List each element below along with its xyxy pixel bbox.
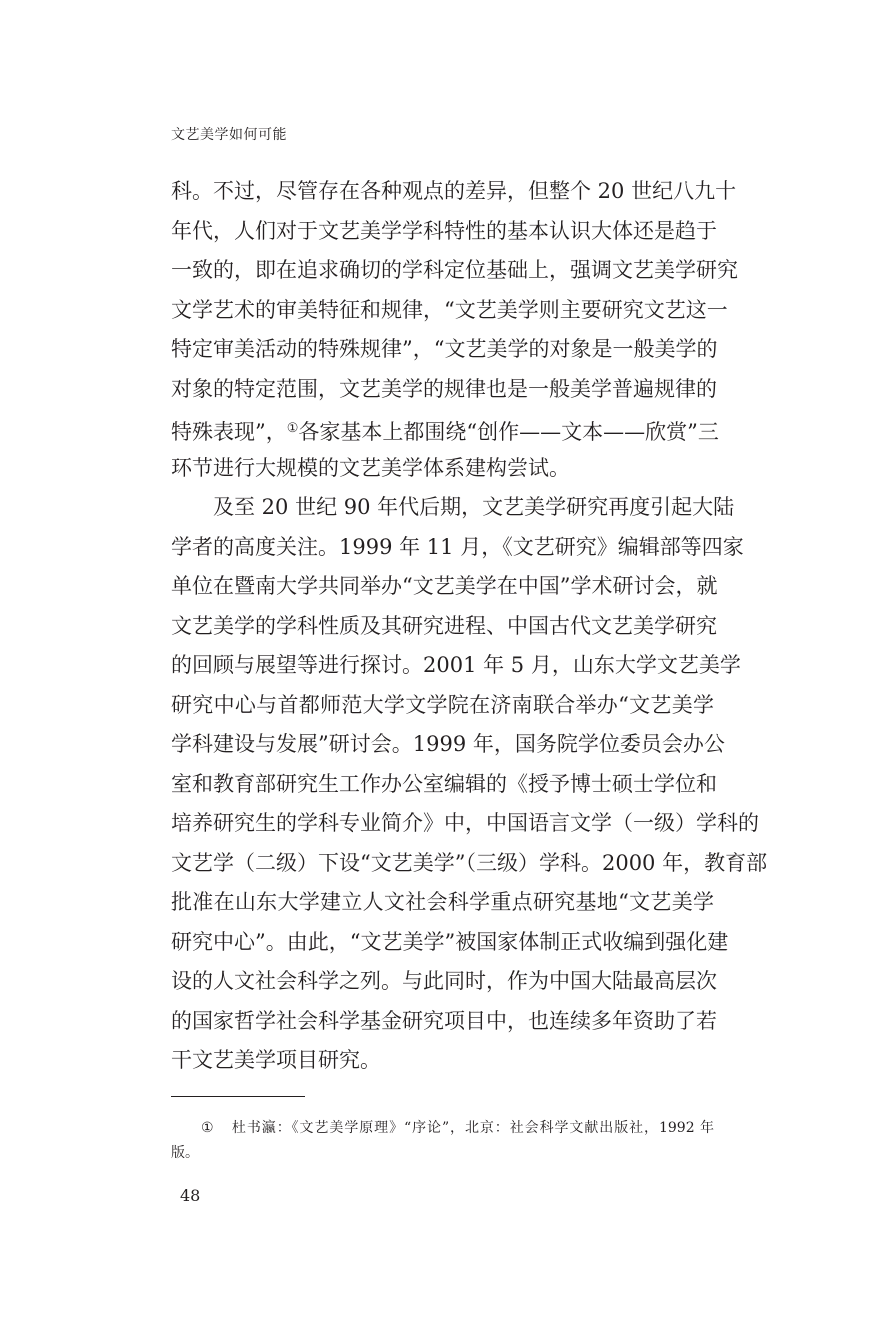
footnote-reference[interactable]: ①	[286, 421, 299, 436]
text-line: 研究中心”。由此，“文艺美学”被国家体制正式收编到强化建	[171, 929, 729, 954]
footnote	[171, 1116, 714, 1166]
text-line: 的回顾与展望等进行探讨。2001 年 5 月，山东大学文艺美学	[171, 653, 741, 677]
text-line: 研究中心与首都师范大学文学院在济南联合举办“文艺美学	[171, 692, 714, 717]
text-segment: 特殊表现”，	[171, 420, 287, 444]
main-text	[171, 172, 768, 1081]
text-line: 及至 20 世纪 90 年代后期，文艺美学研究再度引起大陆	[213, 495, 735, 519]
footnote-text: 杜书瀛：《文艺美学原理》“序论”，北京：社会科学文献出版社，1992 年	[231, 1120, 714, 1136]
footnote-divider	[171, 1096, 305, 1097]
text-line: 一致的，即在追求确切的学科定位基础上，强调文艺美学研究	[171, 258, 738, 282]
text-line: 特定审美活动的特殊规律”，“文艺美学的对象是一般美学的	[171, 337, 718, 361]
text-line: 批准在山东大学建立人文社会科学重点研究基地“文艺美学	[171, 890, 714, 914]
text-line: 对象的特定范围，文艺美学的规律也是一般美学普遍规律的	[171, 376, 717, 401]
text-line: 单位在暨南大学共同举办“文艺美学在中国”学术研讨会，就	[171, 574, 718, 598]
text-line: 文艺学（二级）下设“文艺美学”（三级）学科。2000 年，教育部	[171, 850, 768, 875]
footnote-line: 版。	[171, 1145, 199, 1161]
footnote-marker: ①	[201, 1120, 214, 1136]
text-line: 的国家哲学社会科学基金研究项目中，也连续多年资助了若	[171, 1008, 717, 1033]
text-line: 科。不过，尽管存在各种观点的差异，但整个 20 世纪八九十	[171, 179, 737, 203]
text-line: 学者的高度关注。1999 年 11 月，《文艺研究》编辑部等四家	[171, 534, 744, 559]
text-line: 年代，人们对于文艺美学学科特性的基本认识大体还是趋于	[171, 218, 717, 243]
footnote-line	[171, 1116, 714, 1141]
text-line: 文艺美学的学科性质及其研究进程、中国古代文艺美学研究	[171, 613, 717, 638]
text-line: 文学艺术的审美特征和规律，“文艺美学则主要研究文艺这一	[171, 297, 728, 322]
page-number: 48	[180, 1186, 201, 1205]
text-line: 干文艺美学项目研究。	[171, 1048, 381, 1072]
text-line: 环节进行大规模的文艺美学体系建构尝试。	[171, 455, 570, 480]
text-line: 室和教育部研究生工作办公室编辑的《授予博士硕士学位和	[171, 771, 717, 796]
text-line: 培养研究生的学科专业简介》中，中国语言文学（一级）学科的	[171, 811, 759, 835]
text-line-with-footnote	[171, 409, 719, 449]
text-line: 学科建设与发展”研讨会。1999 年，国务院学位委员会办公	[171, 732, 725, 756]
text-line: 设的人文社会科学之列。与此同时，作为中国大陆最高层次	[171, 969, 717, 993]
running-head-title: 文艺美学如何可能	[171, 127, 287, 143]
text-segment: 各家基本上都围绕“创作——文本——欣赏”三	[298, 420, 719, 444]
